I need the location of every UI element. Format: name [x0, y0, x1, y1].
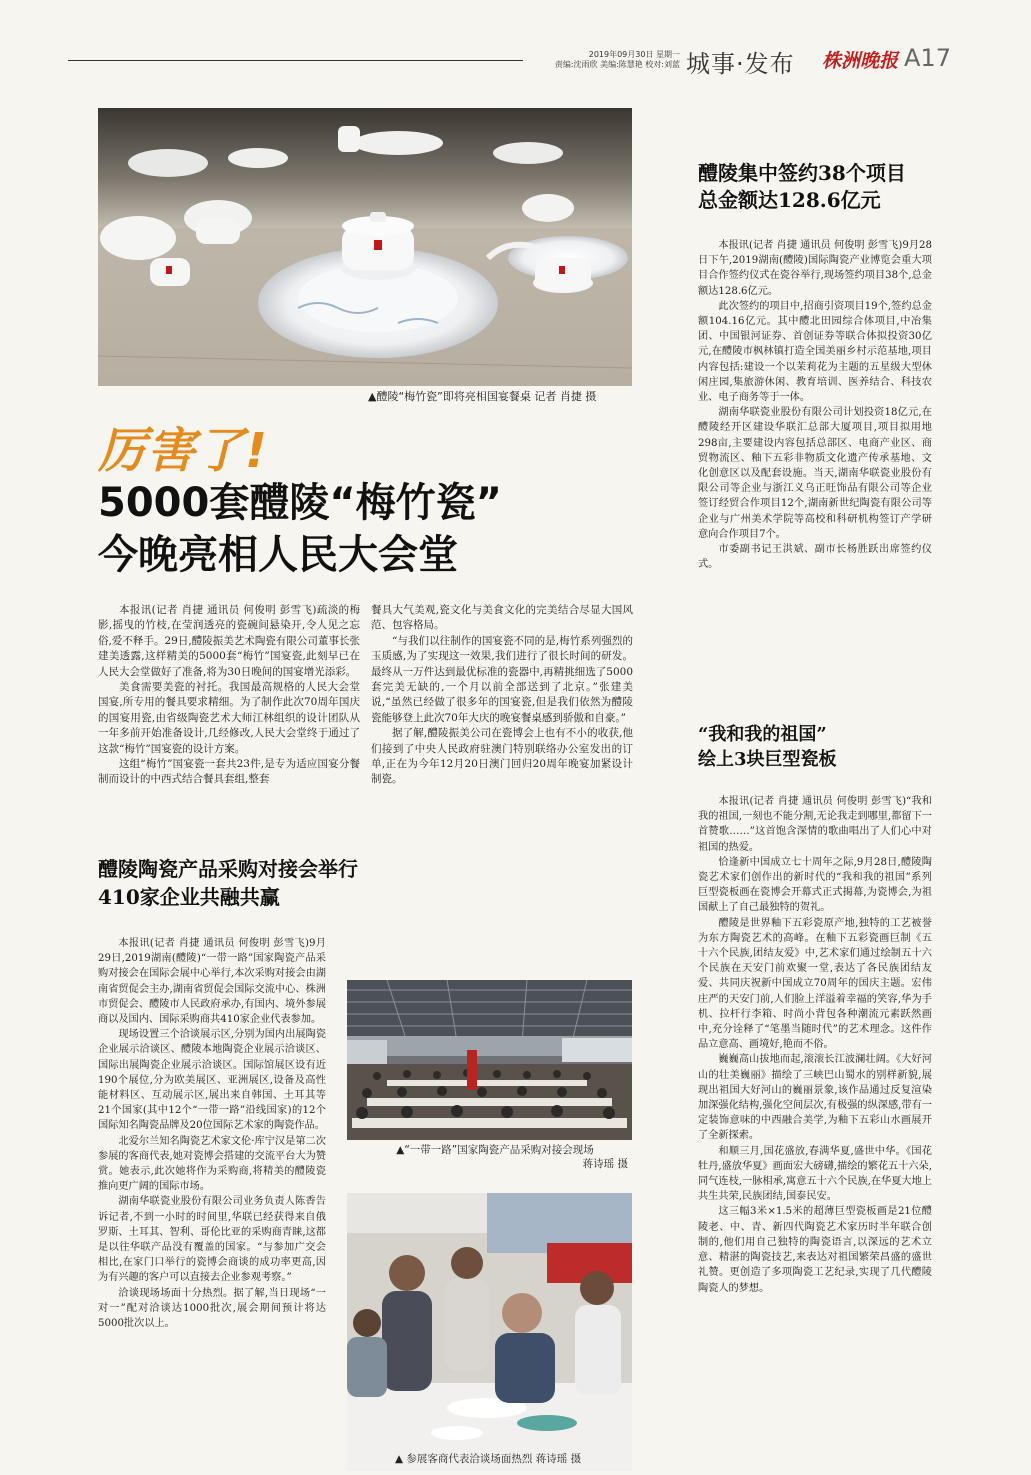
- photo1-caption-line2: 蒋诗瑶 摄: [582, 1158, 628, 1170]
- paragraph: 市委副书记王洪斌、副市长杨胜跃出席签约仪式。: [698, 544, 932, 571]
- story1-body: [698, 238, 932, 572]
- section-title: 城事·发布: [686, 50, 795, 78]
- paragraph: 这组“梅竹”国宴瓷一套共23件,是专为适应国宴分餐制而设计的中西式结合餐具套组,整套: [98, 758, 360, 786]
- header-editors: 责编:沈雨欣 美编:陈慧艳 校对:刘蓝: [554, 60, 680, 69]
- newspaper-logo: 株洲晚报: [822, 50, 899, 72]
- main-title-line1: 5000套醴陵“梅竹瓷”: [98, 480, 502, 526]
- paragraph: 美食需要美瓷的衬托。我国最高规格的人民大会堂国宴,所专用的餐具要求精细。为了制作此次70周年国庆的国宴用瓷,由省级陶瓷艺术大师江林组织的设计团队从一年多前开始准备设计,几经修改,人民大会堂终于通过了这款“梅竹”国宴瓷的设计方案。: [98, 681, 360, 755]
- paragraph: 醴陵是世界釉下五彩瓷原产地,独特的工艺被誉为东方陶瓷艺术的高峰。在釉下五彩瓷画巨制《五十六个民族,团结友爱》中,艺术家们通过绘制五十六个民族在天安门前欢聚一堂,表达了各民族团结友爱、共同庆祝新中国成立70周年的国庆主题。宏伟庄严的天安门前,人们脸上洋溢着幸福的笑容,华为手机、拉杆行李箱、时尚小背包各种潮流元素跃然画中,充分诠释了“笔墨当随时代”的艺术理念。这件作品立意高、画境好,艳而不俗。: [698, 917, 932, 1051]
- main-kicker: 厉害了!: [98, 423, 268, 479]
- paragraph: 本报讯(记者 肖捷 通讯员 何俊明 彭雪飞)“我和我的祖国,一刻也不能分割,无论我走到哪里,都留下一首赞歌……”这首饱含深情的歌曲唱出了人们心中对祖国的热爱。: [698, 796, 932, 853]
- paragraph: 据了解,醴陵振美公司在瓷博会上也有不小的收获,他们接到了中央人民政府驻澳门特别联络办公室发出的订单,正在为今年12月20日澳门回归20周年晚宴加紧设计制瓷。: [371, 727, 633, 786]
- paragraph: 此次签约的项目中,招商引资项目19个,签约总金额104.16亿元。其中醴北田园综合体项目,中冶集团、中国银河证券、首创证券等联合体拟投资30亿元,在醴陵市枫林镇打造全国美丽乡村示范基地,项目内容包括:建设一个以茉莉花为主题的五星级大型休闲庄园,集旅游休闲、教育培训、医养结合、科技农业、电子商务等于一体。: [698, 300, 932, 404]
- paragraph: 巍巍高山拔地而起,滚滚长江波澜壮阔。《大好河山的壮美巍丽》描绘了三峡巴山蜀水的别样新貌,展现出祖国大好河山的巍丽景象,该作品通过反复渲染加深强化结构,强化空间层次,有极强的纵深感,带有一定装饰意味的中西融合美学,为釉下五彩山水画展开了全新探索。: [698, 1054, 932, 1142]
- story1-title-line2: 总金额达128.6亿元: [698, 188, 881, 212]
- main-story-col2: [371, 603, 633, 788]
- paragraph: 本报讯(记者 肖捷 通讯员 何俊明 彭雪飞)9月29日,2019湖南(醴陵)“一带一路”国家陶瓷产品采购对接会在国际会展中心举行,本次采购对接会由湖南省贸促会主办,湖南省贸促会国际交流中心、株洲市贸促会、醴陵市人民政府承办,有国内、境外参展商以及国内、国际采购商共410家企业代表参加。: [98, 938, 326, 1026]
- page-number: A17: [904, 44, 951, 72]
- paragraph: 本报讯(记者 肖捷 通讯员 何俊明 彭雪飞)疏淡的梅影,摇曳的竹枝,在莹润透亮的瓷碗间悬染开,令人见之忘俗,爱不释手。29日,醴陵振美艺术陶瓷有限公司董事长张建美透露,这样精美的5000套“梅竹”国宴瓷,此刻早已在人民大会堂做好了准备,将为30日晚间的国宴增光添彩。: [98, 604, 360, 678]
- header-date: 2019年09月30日 星期一: [588, 50, 680, 59]
- main-story-col1: [98, 603, 360, 788]
- paragraph: 恰逢新中国成立七十周年之际,9月28日,醴陵陶瓷艺术家们创作出的新时代的“我和我的祖国”系列巨型瓷板画在瓷博会开幕式正式揭幕,为瓷博会,为祖国献上了自己最独特的贺礼。: [698, 856, 932, 914]
- header-rule: [68, 60, 523, 61]
- paragraph: 本报讯(记者 肖捷 通讯员 何俊明 彭雪飞)9月28日下午,2019湖南(醴陵)国际陶瓷产业博览会重大项目合作签约仪式在瓷谷举行,现场签约项目38个,总金额达128.6亿元。: [698, 240, 932, 297]
- story2-body: [698, 794, 932, 1296]
- conference-hall-photo: [347, 980, 632, 1140]
- paragraph: 湖南华联瓷业股份有限公司计划投资18亿元,在醴陵经开区建设华联汇总部大厦项目,项目拟用地298亩,主要建设内容包括总部区、电商产业区、商贸物流区、釉下五彩非物质文化遗产传承基地、文化创意区以及配套设施。当天,湖南华联瓷业股份有限公司等企业与浙江义乌正旺饰品有限公司等企业签订经贸合作项目12个,湖南新世纪陶瓷有限公司等企业与广州美术学院等高校和科研机构签订产学研意向合作项目7个。: [698, 407, 932, 540]
- main-title-line2: 今晚亮相人民大会堂: [98, 532, 458, 578]
- photo1-caption-line1: ▲“一带一路”国家陶瓷产品采购对接会现场: [396, 1144, 594, 1156]
- paragraph: 和顺三月,国花盛放,春满华夏,盛世中华。《国花牡丹,盛放华夏》画面宏大磅礴,描绘的繁花五十六朵,同气连枝,一脉相承,寓意五十六个民族,在华夏大地上共生共荣,民族团结,国泰民安。: [698, 1145, 932, 1203]
- photo1-caption: [358, 1143, 632, 1171]
- story2-title-line2: 绘上3块巨型瓷板: [698, 749, 837, 770]
- paragraph: 这三幅3米×1.5米的超薄巨型瓷板画是21位醴陵老、中、青、新四代陶瓷艺术家历时半年联合创制的,他们用自己独特的陶瓷语言,以深远的艺术立意、精湛的陶瓷技艺,来表达对祖国繁荣昌盛的盛世礼赞。更创造了多项陶瓷工艺纪录,实现了几代醴陵陶瓷人的梦想。: [698, 1206, 932, 1294]
- photo2-caption: ▲ 参展客商代表洽谈场面热烈 蒋诗瑶 摄: [395, 1453, 582, 1465]
- story3-title-line1: 醴陵陶瓷产品采购对接会举行: [98, 857, 358, 881]
- header-meta: [530, 50, 680, 70]
- story2-title-line1: “我和我的祖国”: [698, 724, 827, 745]
- paragraph: 湖南华联瓷业股份有限公司业务负责人陈香告诉记者,不到一小时的时间里,华联已经获得来自俄罗斯、土耳其、智利、哥伦比亚的采购商青睐,这都是以往华联产品没有覆盖的国家。“与参加广交会相比,在家门口举行的瓷博会商谈的成功率更高,因为有兴趣的客户可以直接去企业参观考察。”: [98, 1196, 326, 1284]
- story1-title-line1: 醴陵集中签约38个项目: [698, 161, 906, 185]
- paragraph: 餐具大气美观,瓷文化与美食文化的完美结合尽显大国风范、包容格局。: [371, 604, 633, 632]
- paragraph: 现场设置三个洽谈展示区,分别为国内出展陶瓷企业展示洽谈区、醴陵本地陶瓷企业展示洽谈区、国际出展陶瓷企业展示洽谈区。国际馆展区设有近190个展位,分为欧美展区、亚洲展区,设备及高性能材料区、互动展示区,展出来自韩国、土耳其等21个国家(其中12个“一带一路”沿线国家)的12个国际知名陶瓷品牌及20位国际艺术家的陶瓷作品。: [98, 1029, 326, 1132]
- paragraph: 北爱尔兰知名陶瓷艺术家文伦·库宁汉是第二次参展的客商代表,她对瓷博会搭建的交流平台大为赞赏。她表示,此次她将作为采购商,将精美的醴陵瓷推向更广阔的国际市场。: [98, 1135, 326, 1193]
- paragraph: 洽谈现场场面十分热烈。据了解,当日现场“一对一”配对洽谈达1000批次,展会期间预计将达5000批次以上。: [98, 1287, 326, 1330]
- paragraph: “与我们以往制作的国宴瓷不同的是,梅竹系列强烈的玉质感,为了实现这一效果,我们进行了很长时间的研发。最终从一万件达到最优标准的瓷器中,再精挑细选了5000套完美无缺的,一个月以前全部送到了北京。”张建美说,“虽然已经做了很多年的国宴瓷,但是我们依然为醴陵瓷能够登上此次70年大庆的晚宴餐桌感到骄傲和自豪。”: [371, 634, 633, 724]
- negotiation-photo: [347, 1193, 632, 1471]
- story3-title-line2: 410家企业共融共赢: [98, 885, 280, 909]
- story3-body: [98, 936, 326, 1331]
- top-photo-caption: ▲醴陵“梅竹瓷”即将亮相国宴餐桌 记者 肖捷 摄: [368, 390, 597, 403]
- porcelain-photo: [98, 108, 632, 386]
